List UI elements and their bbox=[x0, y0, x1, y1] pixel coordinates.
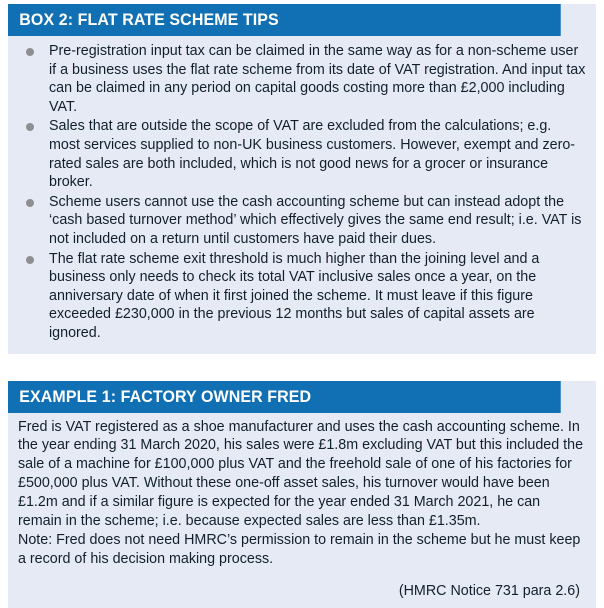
list-item bbox=[18, 193, 586, 249]
list-item-text: The flat rate scheme exit threshold is much higher than the joining level and a business only needs to check its total VAT inclusive sales once a year, on the anniversary date of when it first joined the scheme. It must leave if this figure exceeded £230,000 in the previous 12 months but sales of capital assets are ignored. bbox=[49, 250, 540, 341]
bullet-dot-icon bbox=[26, 256, 34, 264]
box-tips-body bbox=[8, 36, 596, 354]
tips-list bbox=[18, 42, 586, 343]
list-item bbox=[18, 42, 586, 116]
list-item bbox=[18, 117, 586, 191]
bullet-dot-icon bbox=[26, 123, 34, 131]
example-citation: (HMRC Notice 731 para 2.6) bbox=[398, 582, 580, 599]
list-item-text: Pre-registration input tax can be claimed in the same way as for a non-scheme user if a business uses the flat rate scheme from its date of VAT registration. And input tax can be claimed in any period on capital goods costing more than £2,000 including VAT. bbox=[49, 43, 586, 115]
box-flat-rate-scheme-tips bbox=[8, 4, 596, 354]
section-gap bbox=[8, 354, 596, 381]
box-tips-header: BOX 2: FLAT RATE SCHEME TIPS bbox=[8, 4, 561, 36]
box-example-header: EXAMPLE 1: FACTORY OWNER FRED bbox=[8, 381, 561, 413]
bullet-dot-icon bbox=[26, 199, 34, 207]
list-item-text: Scheme users cannot use the cash accounting scheme but can instead adopt the ‘cash based turnover method’ which effectively gives the same end result; i.e. VAT is not included on a return until customers have paid their dues. bbox=[49, 193, 582, 247]
bullet-dot-icon bbox=[26, 48, 34, 56]
box-example-body bbox=[8, 413, 596, 608]
list-item bbox=[18, 250, 586, 343]
list-item-text: Sales that are outside the scope of VAT are excluded from the calculations; e.g. most services supplied to non-UK business customers. However, exempt and zero-rated sales are both included, which is not good news for a grocer or insurance broker. bbox=[49, 118, 576, 191]
box-example-1 bbox=[8, 381, 596, 608]
example-paragraph: Fred is VAT registered as a shoe manufacturer and uses the cash accounting scheme. In the year ending 31 March 2020, his sales were £1.8m excluding VAT but this included the sale of a machine for £100,000 plus VAT and the freehold sale of one of his factories for £500,000 plus VAT. Without these one-off asset sales, his turnover would have been £1.2m and if a similar figure is expected for the year ended 31 March 2021, he can remain in the scheme; i.e. because expected sales are less than £1.35m. Note: Fred does not need HMRC’s permission to remain in the scheme but he must keep a record of his decision making process. bbox=[18, 418, 584, 567]
